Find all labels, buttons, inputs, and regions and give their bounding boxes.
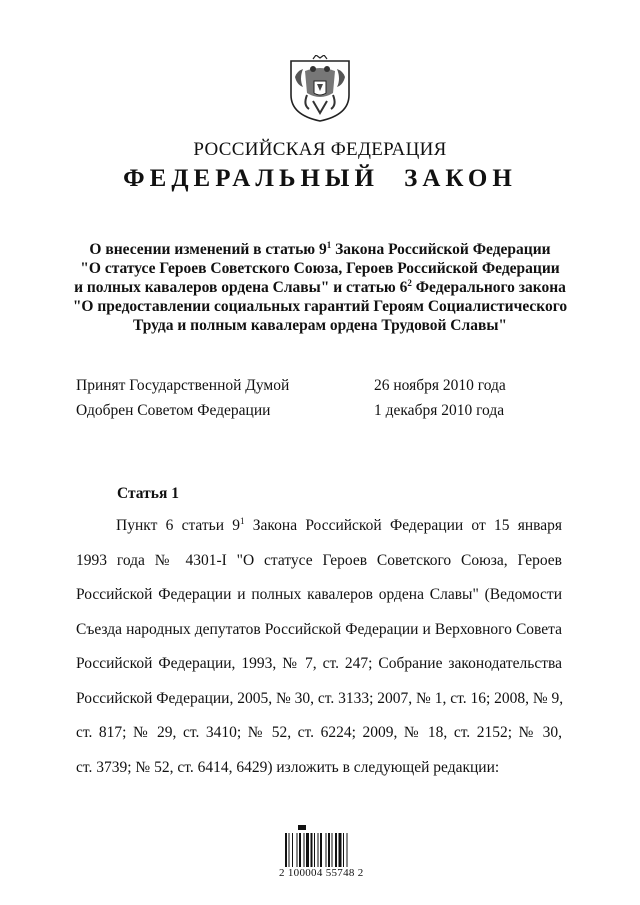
duma-adoption-label: Принят Государственной Думой — [76, 377, 290, 394]
title-line: О внесении изменений в статью $9^1$ Закона Российской Федерации — [89, 240, 551, 258]
duma-adoption-date: 26 ноября 2010 года — [374, 377, 506, 394]
body-line: 1993 года № 4301-I "О статусе Героев Советского Союза, Героев — [76, 551, 562, 569]
title-line: "О статусе Героев Советского Союза, Героев Российской Федерации — [80, 260, 560, 277]
law-title — [50, 240, 590, 335]
body-line: Российской Федерации, 1993, № 7, ст. 247; Собрание законодательства — [76, 655, 562, 672]
barcode-number: 2 100004 55748 2 — [279, 867, 364, 879]
document-type-heading: ФЕДЕРАЛЬНЫЙ ЗАКОН — [123, 165, 517, 192]
article-1-heading: Статья 1 — [117, 485, 179, 502]
council-approval-label: Одобрен Советом Федерации — [76, 402, 271, 419]
country-heading: РОССИЙСКАЯ ФЕДЕРАЦИЯ — [193, 139, 447, 160]
title-line: и полных кавалеров ордена Славы" и статью $6^2$ Федерального закона — [74, 278, 566, 296]
title-line: "О предоставлении социальных гарантий Героям Социалистического — [72, 298, 568, 315]
council-approval-date: 1 декабря 2010 года — [374, 402, 505, 419]
title-line: Труда и полным кавалерам ордена Трудовой Славы" — [132, 317, 508, 334]
body-line: Российской Федерации и полных кавалеров ордена Славы" (Ведомости — [76, 586, 562, 603]
body-line: ст. 817; № 29, ст. 3410; № 52, ст. 6224; 2009, № 18, ст. 2152; № 30, — [76, 724, 562, 741]
body-line: ст. 3739; № 52, ст. 6414, 6429) изложить в следующей редакции: — [76, 758, 500, 776]
body-line: Съезда народных депутатов Российской Федерации и Верховного Совета — [76, 620, 562, 638]
coat-of-arms-emblem — [287, 55, 353, 123]
body-line: Российской Федерации, 2005, № 30, ст. 3133; 2007, № 1, ст. 16; 2008, № 9, — [76, 689, 564, 707]
barcode — [283, 823, 369, 869]
body-line: Пункт 6 статьи $9^1$ Закона Российской Федерации от 15 января — [116, 516, 562, 534]
